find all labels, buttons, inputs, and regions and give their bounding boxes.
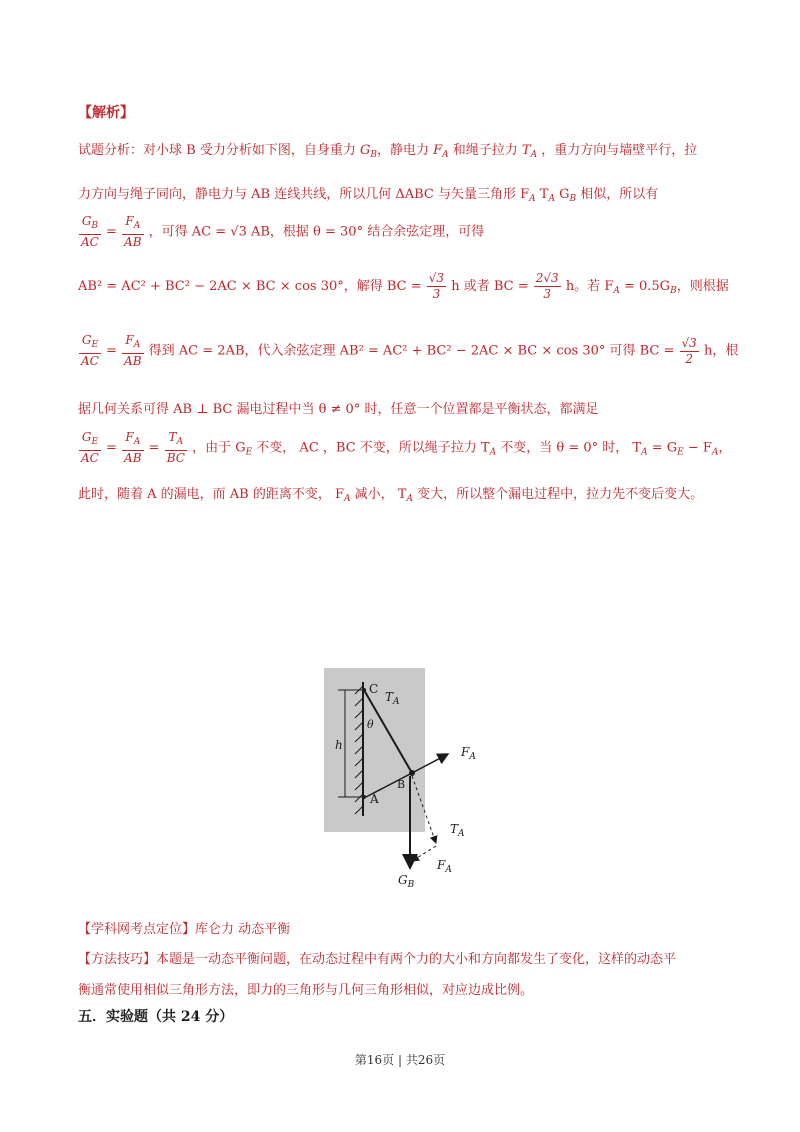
analysis-line-4: AB² = AC² + BC² − 2AC × BC × cos 30°，解得 BC = $\frac{√3}{3}$ h 或者 BC = $\frac{2√3}{3}$ h。若 $F_A = 0.5G_B$，则根据 bbox=[78, 271, 729, 301]
section-five-heading: 五．实验题（共 24 分） bbox=[78, 1009, 234, 1025]
label-c: C bbox=[369, 682, 379, 696]
fraction-fa-ab: $\frac{F_A}{AB}$ bbox=[124, 214, 142, 249]
label-h: h bbox=[335, 738, 343, 752]
label-fa-right: $F_A$ bbox=[461, 745, 476, 762]
analysis-line-1: 试题分析：对小球 B 受力分析如下图，自身重力 $G_B$，静电力 $F_A$ 和绳子拉力 $T_A$ ，重力方向与墙壁平行，拉 bbox=[78, 143, 698, 160]
fangfa-line-2: 衡通常使用相似三角形方法，即力的三角形与几何三角形相似，对应边成比例。 bbox=[78, 983, 534, 998]
analysis-line-7: $\frac{G_E}{AC}$ = $\frac{F_A}{AB}$ = $\frac{T_A}{BC}$ ，由于 $G_E$ 不变， AC ，BC 不变，所以绳子拉力 $T_A$ 不变，当 θ = 0° 时， $T_A = G_E - F_A$， bbox=[81, 430, 732, 465]
force-fa-arrow bbox=[412, 754, 448, 773]
fangfa-label: 【方法技巧】 bbox=[78, 952, 157, 967]
page-footer: 第16页 | 共26页 bbox=[354, 1053, 446, 1067]
label-a: A bbox=[370, 792, 379, 806]
force-fa-dashed-arrow bbox=[412, 846, 436, 861]
analysis-label: 【解析】 bbox=[78, 105, 134, 121]
fraction-fa-ab-3: $\frac{F_A}{AB}$ bbox=[124, 430, 142, 465]
label-fa-bottom: $F_A$ bbox=[437, 858, 452, 875]
analysis-line-2: 力方向与绳子同向，静电力与 AB 连线共线，所以几何 ΔABC 与矢量三角形 $F_A$ $T_A$ $G_B$ 相似，所以有 bbox=[78, 187, 659, 204]
force-ta-dashed-arrow bbox=[412, 776, 436, 843]
fraction-sqrt3-3: $\frac{√3}{3}$ bbox=[428, 271, 445, 301]
fraction-gb-ac-3: $\frac{G_E}{AC}$ bbox=[81, 430, 99, 465]
wall-hatching bbox=[355, 686, 363, 814]
analysis-line-3: $\frac{G_B}{AC}$ = $\frac{F_A}{AB}$ ，可得 AC = √3 AB，根据 θ = 30° 结合余弦定理，可得 bbox=[81, 214, 485, 249]
force-diagram bbox=[300, 660, 520, 900]
fraction-gb-ac-2: $\frac{G_E}{AC}$ bbox=[81, 333, 99, 368]
kaodian-line bbox=[78, 918, 290, 937]
fraction-ta-bc: $\frac{T_A}{BC}$ bbox=[166, 430, 185, 465]
kaodian-label: 【学科网考点定位】 bbox=[78, 922, 196, 937]
fraction-gb-ac: $\frac{G_B}{AC}$ bbox=[81, 214, 99, 249]
label-ta-top: $T_A$ bbox=[385, 690, 400, 707]
fraction-fa-ab-2: $\frac{F_A}{AB}$ bbox=[124, 333, 142, 368]
fraction-sqrt3-2: $\frac{√3}{2}$ bbox=[681, 335, 697, 366]
label-gb: $G_B$ bbox=[398, 873, 415, 890]
fraction-2sqrt3-3: $\frac{2√3}{3}$ bbox=[535, 271, 559, 301]
ball-b bbox=[409, 770, 415, 776]
analysis-line-5: $\frac{G_E}{AC}$ = $\frac{F_A}{AB}$ 得到 AC = 2AB，代入余弦定理 AB² = AC² + BC² − 2AC × BC × cos 30° 可得 BC = $\frac{√3}{2}$ h，根 bbox=[81, 333, 739, 368]
label-ta-bottom: $T_A$ bbox=[450, 822, 465, 839]
label-theta: θ bbox=[367, 718, 374, 731]
analysis-line-8: 此时，随着 A 的漏电，而 AB 的距离不变， $F_A$ 减小， $T_A$ 变大，所以整个漏电过程中，拉力先不变后变大。 bbox=[78, 487, 704, 504]
fangfa-line-1: 【方法技巧】本题是一动态平衡问题，在动态过程中有两个力的大小和方向都发生了变化，这样的动态平 bbox=[78, 952, 677, 967]
label-b: B bbox=[397, 778, 406, 791]
kaodian-text: 库仑力 动态平衡 bbox=[195, 922, 291, 937]
analysis-line-6: 据几何关系可得 AB ⊥ BC 漏电过程中当 θ ≠ 0° 时，任意一个位置都是平衡状态，都满足 bbox=[78, 402, 599, 417]
